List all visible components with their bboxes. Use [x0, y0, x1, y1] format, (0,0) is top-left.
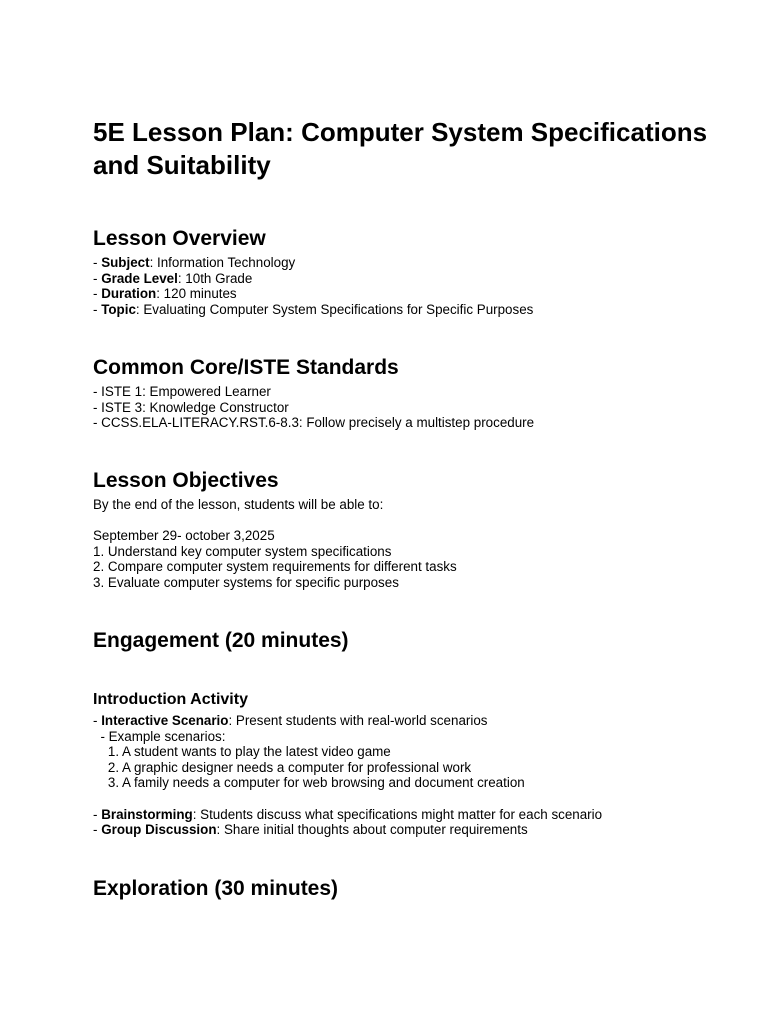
standards-list [93, 384, 534, 431]
example-scenarios-label: - Example scenarios: [93, 728, 226, 744]
overview-item-duration: - Duration: 120 minutes [93, 286, 237, 302]
standard-item: - CCSS.ELA-LITERACY.RST.6-8.3: Follow precisely a multistep procedure [93, 415, 535, 431]
engagement-block [93, 713, 602, 838]
document-title: 5E Lesson Plan: Computer System Specifications and Suitability [93, 117, 708, 180]
introduction-activity-heading: Introduction Activity [93, 691, 248, 708]
objective-item: 3. Evaluate computer systems for specific purposes [93, 574, 399, 590]
example-scenario-item: 1. A student wants to play the latest video game [93, 744, 391, 760]
overview-item-subject: - Subject: Information Technology [93, 255, 296, 270]
example-scenario-item: 3. A family needs a computer for web browsing and document creation [93, 775, 525, 791]
example-scenario-item: 2. A graphic designer needs a computer for professional work [93, 759, 472, 775]
exploration-heading: Exploration (30 minutes) [93, 877, 339, 900]
lesson-overview-heading: Lesson Overview [93, 227, 266, 250]
group-discussion-item: - Group Discussion: Share initial thoughts about computer requirements [93, 822, 528, 838]
objective-item: 1. Understand key computer system specifications [93, 543, 392, 559]
objectives-block [93, 497, 457, 591]
standards-heading: Common Core/ISTE Standards [93, 356, 399, 379]
objective-item: 2. Compare computer system requirements for different tasks [93, 559, 457, 575]
brainstorming-item: - Brainstorming: Students discuss what specifications might matter for each scenario [93, 806, 603, 822]
lesson-overview-list [93, 255, 533, 317]
standard-item: - ISTE 3: Knowledge Constructor [93, 399, 289, 415]
objectives-heading: Lesson Objectives [93, 469, 279, 492]
objectives-intro: By the end of the lesson, students will be able to: [93, 497, 384, 512]
objectives-date: September 29- october 3,2025 [93, 528, 275, 544]
engagement-heading: Engagement (20 minutes) [93, 629, 349, 652]
interactive-scenario-item: - Interactive Scenario: Present students with real-world scenarios [93, 713, 488, 728]
overview-item-topic: - Topic: Evaluating Computer System Specifications for Specific Purposes [93, 301, 534, 317]
overview-item-grade-level: - Grade Level: 10th Grade [93, 270, 253, 286]
standard-item: - ISTE 1: Empowered Learner [93, 384, 271, 399]
